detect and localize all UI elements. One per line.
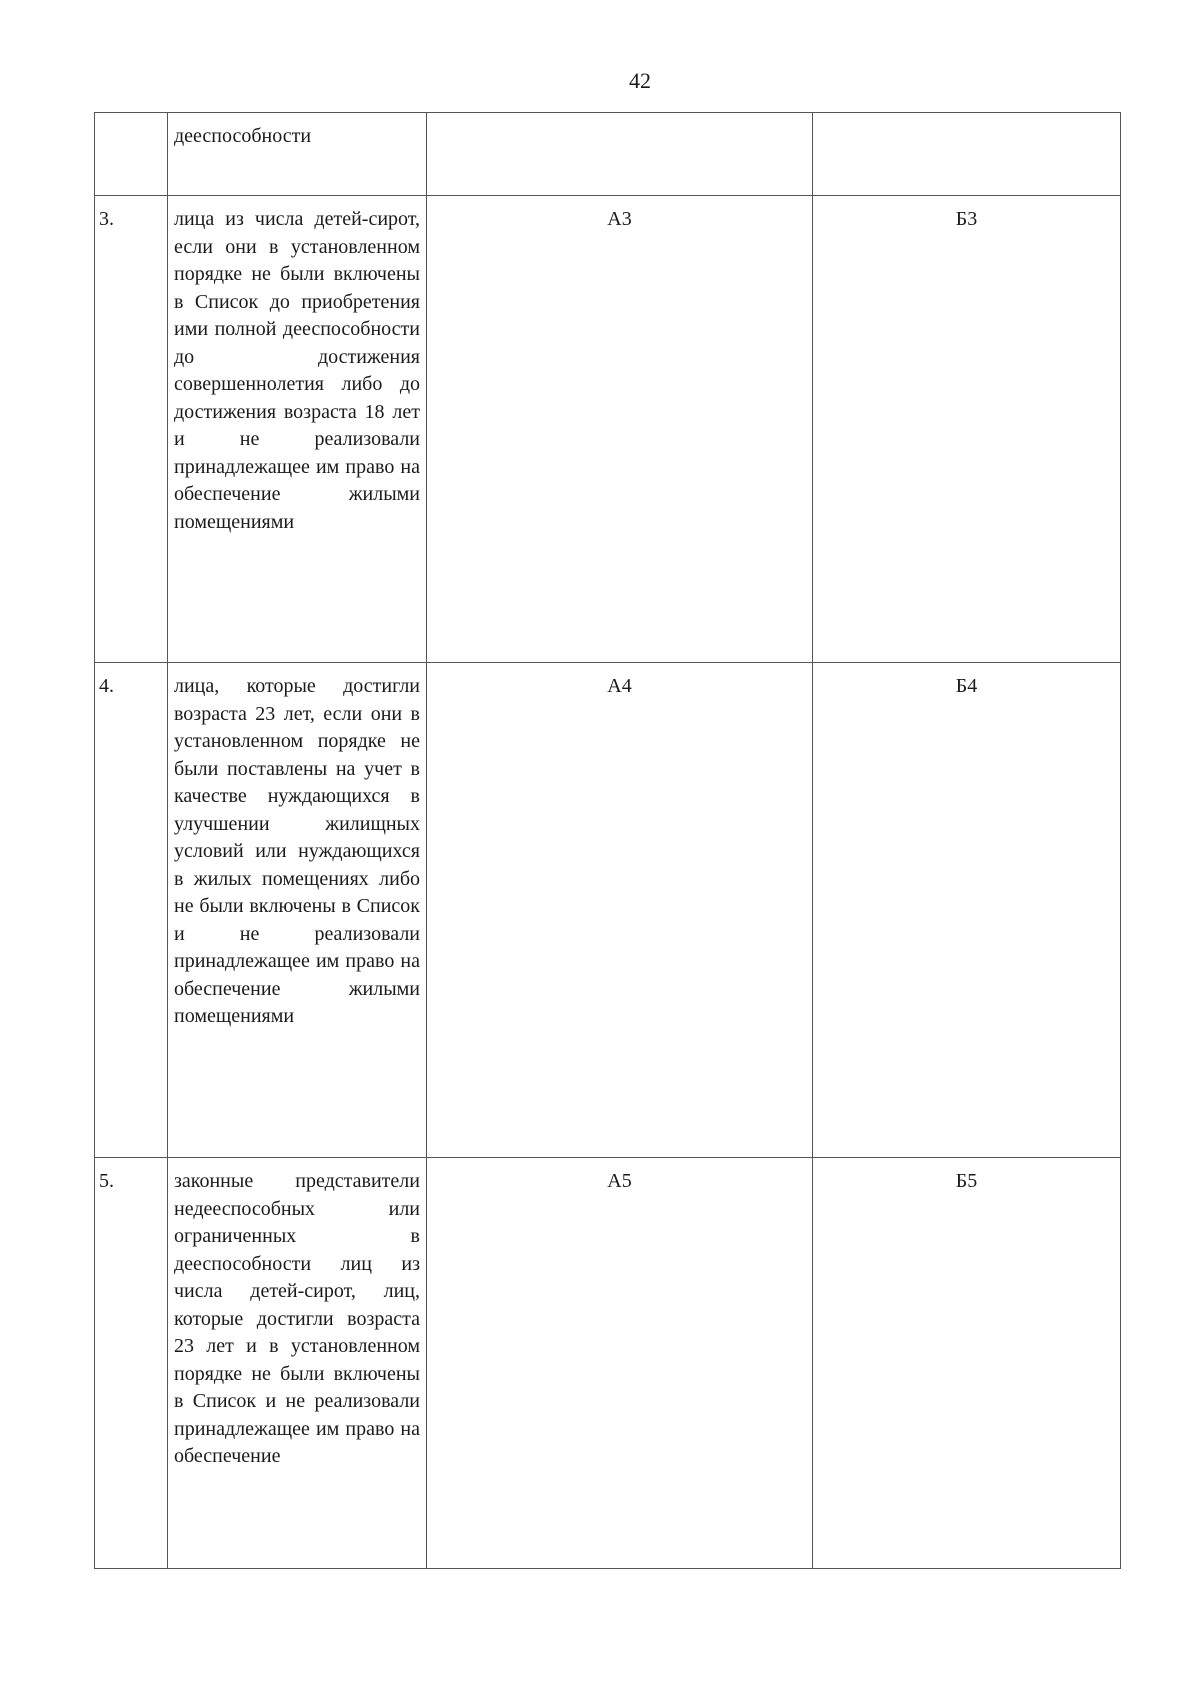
- code-b-cell: [813, 113, 1121, 196]
- code-a-cell: [427, 663, 813, 1158]
- code-a-cell: [427, 196, 813, 663]
- code-a: А4: [607, 675, 632, 697]
- row-description: лица, которые достигли возраста 23 лет, если они в установленном порядке не были поставлены на учет в качестве нуждающихся в улучшении жилищных условий или нуждающихся в жилых помещениях либо не были включены в Список и не реализовали принадлежащее им право на обеспечение жилыми помещениями: [174, 675, 420, 1027]
- description-cell: [168, 196, 427, 663]
- document-table: [94, 112, 1121, 1569]
- code-a-cell: [427, 113, 813, 196]
- row-number-cell: [95, 1158, 168, 1569]
- table-row: [95, 196, 1121, 663]
- code-b: Б3: [955, 208, 978, 230]
- code-b-cell: [813, 1158, 1121, 1569]
- table-row: [95, 1158, 1121, 1569]
- code-b: Б4: [955, 675, 978, 697]
- table-row: [95, 113, 1121, 196]
- code-a: [427, 113, 812, 123]
- row-number: 5.: [99, 1170, 114, 1192]
- code-b: Б5: [955, 1170, 978, 1192]
- row-description: лица из числа детей-сирот, если они в установленном порядке не были включены в Список до приобретения ими полной дееспособности до достижения совершеннолетия либо до достижения возраста 18 лет и не реализовали принадлежащее им право на обеспечение жилыми помещениями: [174, 208, 420, 533]
- code-a-cell: [427, 1158, 813, 1569]
- code-b-cell: [813, 663, 1121, 1158]
- row-description: законные представители недееспособных или ограниченных в дееспособности лиц из числа детей-сирот, лиц, которые достигли возраста 23 лет и в установленном порядке не были включены в Список и не реализовали принадлежащее им право на обеспечение: [174, 1170, 420, 1467]
- description-cell: [168, 1158, 427, 1569]
- row-number: [95, 113, 167, 123]
- row-description: дееспособности: [174, 125, 312, 147]
- code-a: А5: [607, 1170, 632, 1192]
- row-number: 3.: [99, 208, 114, 230]
- row-number-cell: [95, 113, 168, 196]
- table-row: [95, 663, 1121, 1158]
- row-number-cell: [95, 196, 168, 663]
- code-a: А3: [607, 208, 632, 230]
- description-cell: [168, 663, 427, 1158]
- row-number: 4.: [99, 675, 114, 697]
- code-b: [813, 113, 1120, 123]
- description-cell: [168, 113, 427, 196]
- page-number: 42: [629, 68, 651, 93]
- row-number-cell: [95, 663, 168, 1158]
- code-b-cell: [813, 196, 1121, 663]
